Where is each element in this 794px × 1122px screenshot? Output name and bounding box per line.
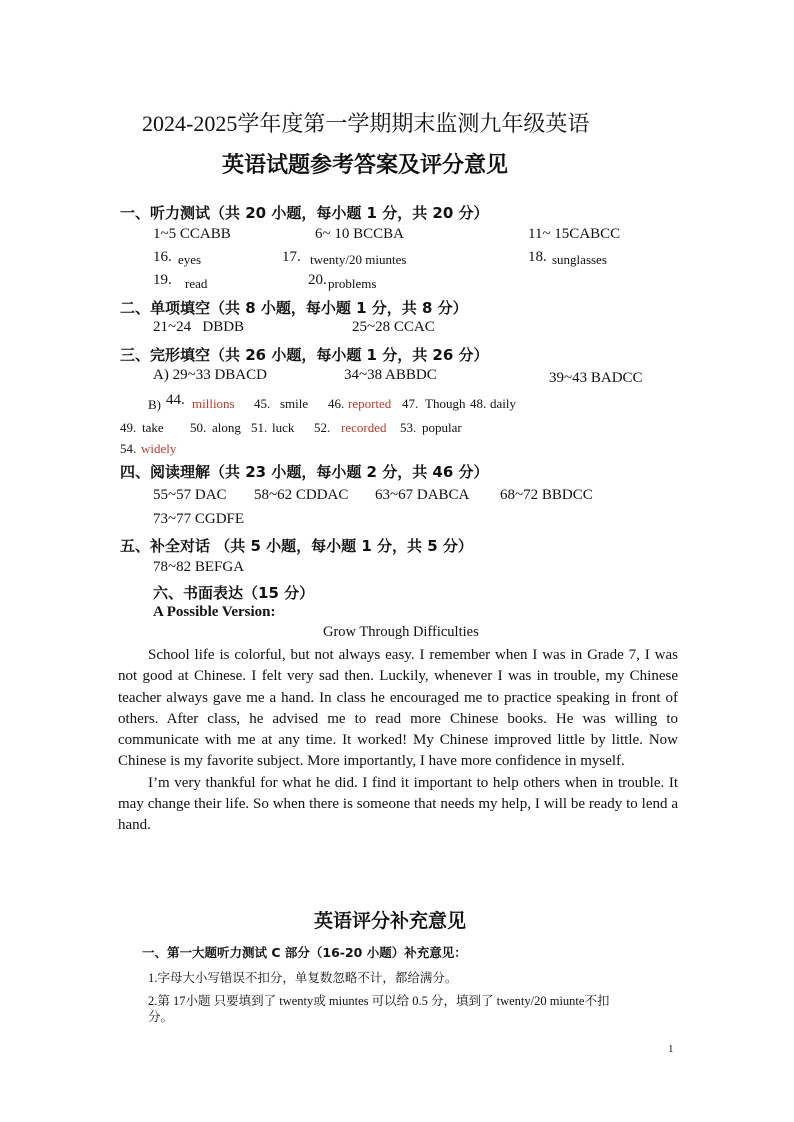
answer-54: widely: [141, 441, 177, 456]
answer-68-72: 68~72 BBDCC: [500, 487, 593, 503]
answer-52: recorded: [341, 420, 387, 435]
answer-20: problems: [328, 276, 377, 291]
answer-49-number: 49.: [120, 420, 137, 435]
possible-version-label: A Possible Version:: [153, 604, 276, 620]
answer-53-number: 53.: [400, 420, 417, 435]
answer-49: take: [142, 420, 164, 435]
answer-47: Though: [425, 396, 466, 411]
essay-title: Grow Through Difficulties: [323, 624, 479, 640]
answer-51-number: 51.: [251, 420, 268, 435]
supplement-note-1: 1.字母大小写错误不扣分，单复数忽略不计，都给满分。: [148, 971, 458, 985]
answer-50: along: [212, 420, 241, 435]
answer-29-33: A) 29~33 DBACD: [153, 367, 267, 383]
document-subtitle: 英语试题参考答案及评分意见: [222, 153, 509, 178]
answer-16: eyes: [178, 252, 202, 267]
answer-6-10: 6~ 10 BCCBA: [315, 226, 404, 242]
answer-17-number: 17.: [282, 249, 301, 265]
answer-21-24: 21~24 DBDB: [153, 319, 245, 335]
answer-78-82: 78~82 BEFGA: [153, 559, 245, 575]
essay-paragraph-2: I’m very thankful for what he did. I find it important to help others when in trouble. It may change their life. So when there is someone that needs my help, I will be ready to lend a hand.: [118, 774, 678, 834]
answer-45-number: 45.: [254, 396, 271, 411]
supplement-note-2-line-1: 2.第 17小题 只要填到了 twenty或 miuntes 可以给 0.5 分，填到了 twenty/20 miunte不扣: [148, 994, 610, 1008]
answer-52-number: 52.: [314, 420, 331, 435]
answer-54-number: 54.: [120, 441, 137, 456]
answer-55-57: 55~57 DAC: [153, 487, 227, 503]
answer-46-number: 46.: [328, 396, 345, 411]
section-6-heading: 六、书面表达（15 分）: [153, 584, 315, 602]
answer-16-number: 16.: [153, 249, 172, 265]
answer-46: reported: [348, 396, 392, 411]
answer-73-77: 73~77 CGDFE: [153, 511, 245, 527]
answer-58-62: 58~62 CDDAC: [254, 487, 349, 503]
section-4-heading: 四、阅读理解（共 23 小题，每小题 2 分，共 46 分）: [120, 463, 489, 481]
answer-17: twenty/20 miuntes: [310, 252, 407, 267]
supplement-heading: 一、第一大题听力测试 C 部分（16-20 小题）补充意见：: [142, 945, 467, 960]
answer-18: sunglasses: [552, 252, 607, 267]
supplement-title: 英语评分补充意见: [314, 910, 467, 932]
supplement-note-2-line-2: 分。: [148, 1010, 174, 1024]
answer-34-38: 34~38 ABBDC: [344, 367, 437, 383]
answer-20-number: 20.: [308, 272, 327, 288]
answer-44: millions: [192, 396, 235, 411]
answer-19-number: 19.: [153, 272, 172, 288]
answer-48: daily: [490, 396, 516, 411]
section-3-heading: 三、完形填空（共 26 小题，每小题 1 分，共 26 分）: [120, 346, 489, 364]
section-2-heading: 二、单项填空（共 8 小题，每小题 1 分，共 8 分）: [120, 299, 468, 317]
answer-25-28: 25~28 CCAC: [352, 319, 435, 335]
section-5-heading: 五、补全对话 （共 5 小题，每小题 1 分，共 5 分）: [120, 537, 473, 555]
answer-18-number: 18.: [528, 249, 547, 265]
answer-48-number: 48.: [470, 396, 487, 411]
section-1-heading: 一、听力测试（共 20 小题，每小题 1 分，共 20 分）: [120, 204, 489, 222]
answer-11-15: 11~ 15CABCC: [528, 226, 621, 242]
answer-50-number: 50.: [190, 420, 207, 435]
essay-paragraph-1: School life is colorful, but not always easy. I remember when I was in Grade 7, I was not good at Chinese. I felt very sad then. Luckily, whenever I was in trouble, my Chinese teacher always gave me a hand. In class he encouraged me to practice speaking in front of others. After class, he advised me to read more Chinese books. He was willing to communicate with me at any time. It worked! My Chinese improved little by little. Now Chinese is my favorite subject. More importantly, I have more confidence in myself.: [118, 647, 678, 770]
answer-53: popular: [422, 420, 462, 435]
answer-44-number: 44.: [166, 392, 185, 408]
page-number: 1: [668, 1043, 674, 1055]
answer-51: luck: [272, 420, 295, 435]
essay-body: [118, 645, 678, 837]
document-title: 2024-2025学年度第一学期期末监测九年级英语: [142, 111, 590, 136]
answer-1-5: 1~5 CCABB: [153, 226, 231, 242]
part-b-label: B): [148, 397, 161, 412]
answer-45: smile: [280, 396, 309, 411]
answer-63-67: 63~67 DABCA: [375, 487, 470, 503]
answer-47-number: 47.: [402, 396, 419, 411]
answer-19: read: [185, 276, 208, 291]
answer-39-43: 39~43 BADCC: [549, 370, 643, 386]
